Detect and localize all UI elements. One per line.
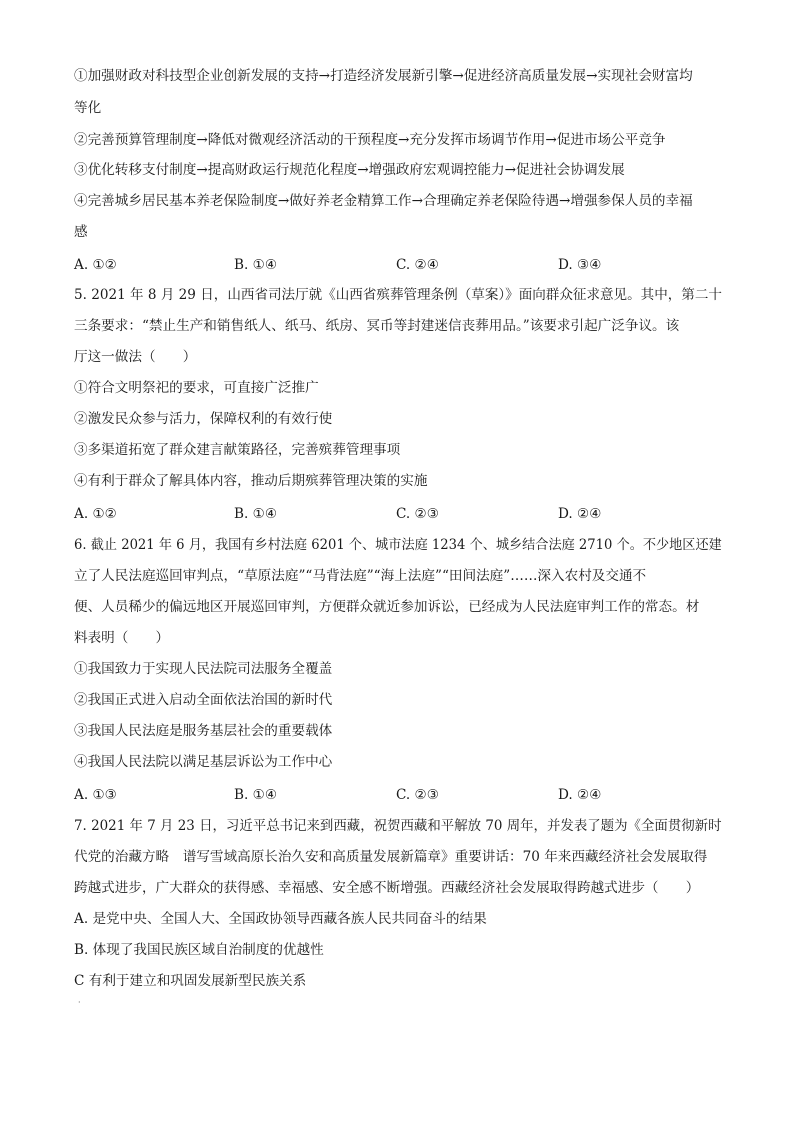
q4-option-b[interactable]: B. ①④ xyxy=(234,257,278,273)
q5-stem-line-3: 厅这一做法（ ） xyxy=(74,349,197,365)
q5-statement-4: ④有利于群众了解具体内容，推动后期殡葬管理决策的实施 xyxy=(74,473,428,489)
q7-choice-b[interactable]: B. 体现了我国民族区域自治制度的优越性 xyxy=(74,942,324,958)
q6-statement-4: ④我国人民法院以满足基层诉讼为工作中心 xyxy=(74,754,333,770)
q5-option-a[interactable]: A. ①② xyxy=(74,506,117,522)
q7-stem-line-1: 7. 2021 年 7 月 23 日，习近平总书记来到西藏，祝贺西藏和平解放 70 周年，并发表了题为《全面贯彻新时 xyxy=(74,818,722,834)
q6-statement-2: ②我国正式进入启动全面依法治国的新时代 xyxy=(74,692,333,708)
q6-stem-line-3: 便、人员稀少的偏远地区开展巡回审判，方便群众就近参加诉讼，已经成为人民法庭审判工作的常态。材 xyxy=(74,599,700,615)
q6-statement-1: ①我国致力于实现人民法院司法服务全覆盖 xyxy=(74,661,333,677)
q4-statement-4: ④完善城乡居民基本养老保险制度→做好养老金精算工作→合理确定养老保险待遇→增强参保人员的幸福 xyxy=(74,193,693,209)
q5-option-c[interactable]: C. ②③ xyxy=(396,506,439,522)
q6-options xyxy=(74,785,722,805)
q7-choice-a[interactable]: A. 是党中央、全国人大、全国政协领导西藏各族人民共同奋斗的结果 xyxy=(74,911,487,927)
q5-option-b[interactable]: B. ①④ xyxy=(234,506,278,522)
q6-option-d[interactable]: D. ②④ xyxy=(558,787,602,803)
q4-statement-1: ①加强财政对科技型企业创新发展的支持→打造经济发展新引擎→促进经济高质量发展→实现社会财富均 xyxy=(74,68,693,84)
footer-dot-mark: · xyxy=(78,998,81,1007)
q5-stem-line-1: 5. 2021 年 8 月 29 日，山西省司法厅就《山西省殡葬管理条例（草案）》面向群众征求意见。其中，第二十 xyxy=(74,287,722,303)
q4-option-a[interactable]: A. ①② xyxy=(74,257,117,273)
q4-statement-3: ③优化转移支付制度→提高财政运行规范化程度→增强政府宏观调控能力→促进社会协调发展 xyxy=(74,162,625,178)
q6-stem-line-1: 6. 截止 2021 年 6 月，我国有乡村法庭 6201 个、城市法庭 1234 个、城乡结合法庭 2710 个。不少地区还建 xyxy=(74,537,722,553)
q4-statement-4-cont: 感 xyxy=(74,224,88,240)
q5-options xyxy=(74,504,722,524)
q5-stem-line-2: 三条要求：“禁止生产和销售纸人、纸马、纸房、冥币等封建迷信丧葬用品。”该要求引起广泛争议。该 xyxy=(74,318,680,334)
q6-statement-3: ③我国人民法庭是服务基层社会的重要载体 xyxy=(74,723,333,739)
q7-stem-line-2: 代党的治藏方略 谱写雪域高原长治久安和高质量发展新篇章》重要讲话：70 年来西藏经济社会发展取得 xyxy=(74,849,708,865)
q6-option-a[interactable]: A. ①③ xyxy=(74,787,117,803)
q7-stem-line-3: 跨越式进步，广大群众的获得感、幸福感、安全感不断增强。西藏经济社会发展取得跨越式进步（ ） xyxy=(74,880,700,896)
q6-option-b[interactable]: B. ①④ xyxy=(234,787,278,803)
q7-choice-c[interactable]: C 有利于建立和巩固发展新型民族关系 xyxy=(74,973,307,989)
q6-stem-line-2: 立了人民法庭巡回审判点，“草原法庭”“马背法庭”“海上法庭”“田间法庭”……深入农村及交通不 xyxy=(74,568,647,584)
q4-statement-1-cont: 等化 xyxy=(74,100,102,116)
q4-options xyxy=(74,255,722,275)
q4-option-c[interactable]: C. ②④ xyxy=(396,257,439,273)
q4-statement-2: ②完善预算管理制度→降低对微观经济活动的干预程度→充分发挥市场调节作用→促进市场公平竞争 xyxy=(74,132,666,148)
q5-statement-3: ③多渠道拓宽了群众建言献策路径，完善殡葬管理事项 xyxy=(74,442,401,458)
q5-statement-2: ②激发民众参与活力，保障权利的有效行使 xyxy=(74,411,333,427)
q6-option-c[interactable]: C. ②③ xyxy=(396,787,439,803)
q4-option-d[interactable]: D. ③④ xyxy=(558,257,602,273)
q5-option-d[interactable]: D. ②④ xyxy=(558,506,602,522)
q6-stem-line-4: 料表明（ ） xyxy=(74,630,170,646)
q5-statement-1: ①符合文明祭祀的要求，可直接广泛推广 xyxy=(74,380,319,396)
